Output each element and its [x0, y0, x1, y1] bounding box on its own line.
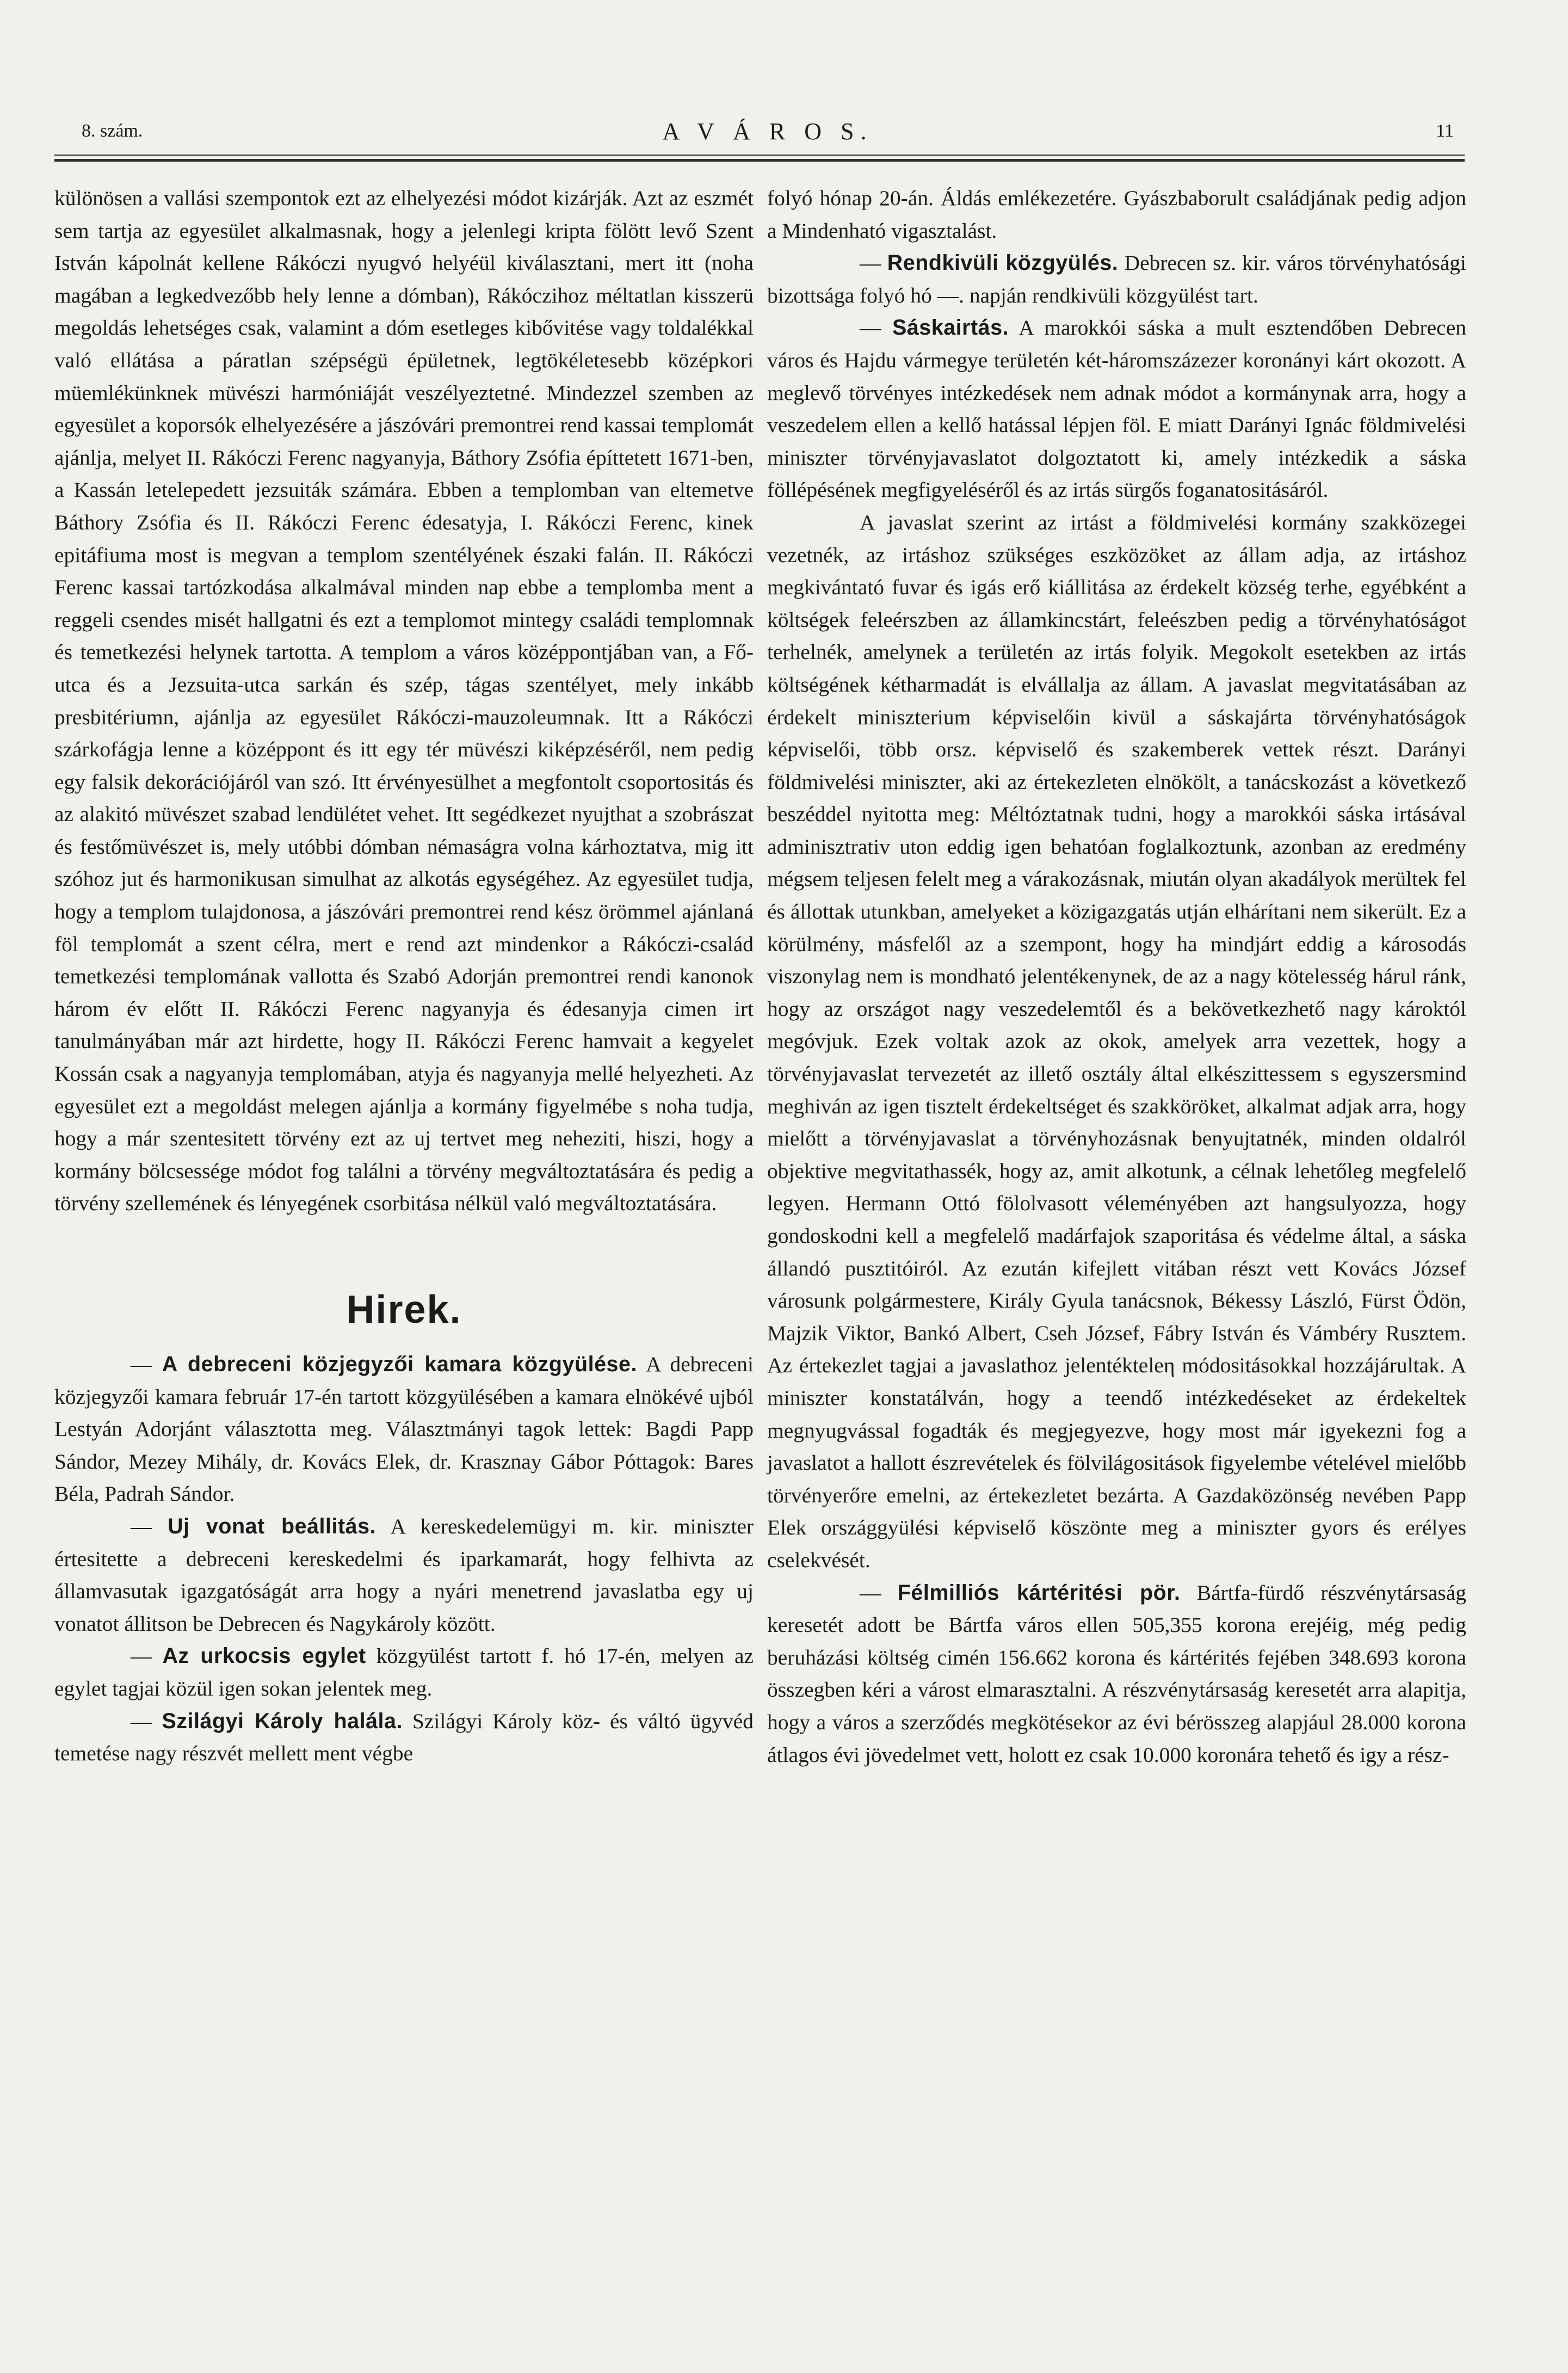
- news-text: közgyülést tartott f. hó 17-én, melyen az egylet tagjai közül igen sokan jelentek meg.: [54, 1644, 754, 1700]
- news-item: — Uj vonat beállitás. A kereskedelemügyi m. kir. miniszter értesitette a debreceni kereskedelmi és iparkamarát, hogy felhivta az államvasutak igazgatóságát arra hogy a nyári menetrend javaslatba egy uj vonatot állitson be Debrecen és Nagykároly között.: [54, 1514, 754, 1636]
- news-text: Bártfa-fürdő részvénytársaság keresetét adott be Bártfa város ellen 505,355 korona erejéig, még pedig beruházási költség cimén 156.662 korona és kártérités fejében 348.693 korona összegben kéri a várost elmarasztalni. A részvénytársaság keresetét arra alapitja, hogy a város a szerződés megkötésekor az évi bérösszeg alapjául 28.000 korona átlagos évi jövedelmet vett, holott ez csak 10.000 koronára tehető és igy a rész-: [767, 1580, 1467, 1767]
- header-rule-thick: [54, 159, 1465, 162]
- news-paragraph: A javaslat szerint az irtást a földmivelési kormány szakközegei vezetnék, az irtáshoz szükséges eszközöket az állam adja, az irtáshoz megkivántató fuvar és igás erő kiállitása az érdekelt község terhe, egyébként a költségek feleérszben az államkincstárt, feleészben pedig a törvényhatóságot terhelnék, amelynek a területén az irtás folyik. Megokolt esetekben az irtás költségének kétharmadát is elvállalja az állam. A javaslat megvitatásában az érdekelt miniszterium képviselőin kivül a sáskajárta törvényhatóságok képviselői, több orsz. képviselő és szakemberek vettek részt. Darányi földmivelési miniszter, aki az értekezleten elnökölt, a tanácskozást a következő beszéddel nyitotta meg: Méltóztatnak tudni, hogy a marokkói sáska irtásával adminisztrativ uton eddig igen behatóan foglalkoztunk, azonban az eredmény mégsem teljesen felelt meg a várakozásnak, miután olyan akadályok merültek fel és állottak utunkban, amelyeket a közigazgatás utján elhárítani nem sikerült. Ez a körülmény, másfelől az a szempont, hogy ha mindjárt eddig a károsodás viszonylag nem is mondható jelentékenynek, de az a nagy kötelesség hárul ránk, hogy az országot nagy veszedelemtől és a bekövetkezhető nagy károktól megóvjuk. Ezek voltak azok az okok, amelyek arra vezettek, hogy a törvényjavaslat tervezetét az illető osztály által elkészittessem s egyszersmind meghiván az igen tisztelt érdekeltséget és szakköröket, alkalmat adjak arra, hogy mielőtt a törvényjavaslat a törvényhozásnak benyujtatnék, minden oldalról objektive megvitathassék, hogy az, amit alkotunk, a célnak lehetőleg megfelelő legyen. Hermann Ottó fölolvasott véleményében azt hangsulyozza, hogy gondoskodni kell a megfelelő madárfajok szaporitása és védelme által, a sáska állandó pusztitóiról. Az ezután kifejlett vitában részt vett Kovács József városunk polgármestere, Király Gyula tanácsnok, Békessy László, Fürst Ödön, Majzik Viktor, Bankó Albert, Cseh József, Fábry István és Vámbéry Rusztem. Az értekezlet tagjai a javaslathoz jelentékteleη módositásokkal hozzájárultak. A miniszter konstatálván, hogy a teendő intézkedéseket az érdekeltek megnyugvással fogadták és megjegyezve, hogy most már igyekezni fog a javaslatot a hallott észrevételek és fölvilágositások figyelembe vételével mielőbb törvényerőre emelni, az értekezletet bezárta. A Gazdaközönség nevében Papp Elek országgyülési képviselő köszönte meg a miniszter gyors és erélyes cselekvését.: [767, 510, 1466, 1572]
- news-item: — Szilágyi Károly halála. Szilágyi Károly köz- és váltó ügyvéd temetése nagy részvét mellett ment végbe: [54, 1709, 754, 1766]
- right-column: [767, 182, 1466, 1771]
- news-item: — Sáskairtás. A marokkói sáska a mult esztendőben Debrecen város és Hajdu vármegye területén két-háromszázezer koronányi kárt okozott. A meglevő törvényes intézkedések nem adnak módot a kormánynak arra, hogy a veszedelem ellen a kellő hatással lépjen föl. E miatt Darányi Ignác földmivelési miniszter törvényjavaslatot dolgoztatott ki, amely intézkedik a sáska föllépésének megfigyeléséről és az irtás sürgős foganatositásáról.: [767, 316, 1466, 502]
- news-text: A kereskedelemügyi m. kir. miniszter értesitette a debreceni kereskedelmi és iparkamarát, hogy felhivta az államvasutak igazgatóságát arra hogy a nyári menetrend javaslatba egy uj vonatot állitson be Debrecen és Nagykároly között.: [54, 1514, 754, 1636]
- news-heading: Szilágyi Károly halála.: [162, 1709, 403, 1733]
- news-item: — Félmilliós kártéritési pör. Bártfa-fürdő részvénytársaság keresetét adott be Bártfa város ellen 505,355 korona erejéig, még pedig beruházási költség cimén 156.662 korona és kártérités fejében 348.693 korona összegben kéri a várost elmarasztalni. A részvénytársaság keresetét arra alapitja, hogy a város a szerződés megkötésekor az évi bérösszeg alapjául 28.000 korona átlagos évi jövedelmet vett, holott ez csak 10.000 koronára tehető és igy a rész-: [767, 1580, 1467, 1767]
- news-text: Debrecen sz. kir. város törvényhatósági bizottsága folyó hó —. napján rendkivüli közgyülést tart.: [767, 251, 1467, 307]
- masthead-title: A V Á R O S.: [662, 118, 873, 145]
- news-text: A marokkói sáska a mult esztendőben Debrecen város és Hajdu vármegye területén két-háromszázezer koronányi kárt okozott. A meglevő törvényes intézkedések nem adnak módot a kormánynak arra, hogy a veszedelem ellen a kellő hatással lépjen föl. E miatt Darányi Ignác földmivelési miniszter törvényjavaslatot dolgoztatott ki, amely intézkedik a sáska föllépésének megfigyeléséről és az irtás sürgős foganatositásáról.: [767, 316, 1466, 502]
- left-column: [54, 182, 754, 1770]
- page-number: 11: [1436, 121, 1454, 141]
- page-header: [82, 118, 1454, 153]
- article-continuation: különösen a vallási szempontok ezt az elhelyezési módot kizárják. Azt az eszmét sem tartja az egyesület alkalmasnak, hogy a jelenlegi kripta fölött levő Szent István kápolnát kellene Rákóczi nyugvó helyéül kiválasztani, mert itt (noha magában a legkedvezőbb hely lenne a dómban), Rákóczihoz méltatlan kisszerü megoldás lehetséges csak, valamint a dóm esetleges kibővitése vagy toldalékkal való ellátása a páratlan szépségü épületnek, legtökéletesebb középkori müemlékünknek müvészi harmóniáját veszélyeztetné. Mindezzel szemben az egyesület a koporsók elhelyezésére a jászóvári premontrei rend kassai templomát ajánlja, melyet II. Rákóczi Ferenc nagyanyja, Báthory Zsófia építtetett 1671-ben, a Kassán letelepedett jezsuiták számára. Ebben a templomban van eltemetve Báthory Zsófia és II. Rákóczi Ferenc édesatyja, I. Rákóczi Ferenc, kinek epitáfiuma most is megvan a templom szentélyének északi falán. II. Rákóczi Ferenc kassai tartózkodása alkalmával minden nap ebbe a templomba ment a reggeli csendes misét hallgatni és ezt a templomot mintegy családi templomnak és temetkezési helynek tartotta. A templom a város középpontjában van, a Fő-utca és a Jezsuita-utca sarkán és szép, tágas szentélyet, mely inkább presbitériumn, ajánlja az egyesület Rákóczi-mauzoleumnak. Itt a Rákóczi szárkofágja lenne a középpont és itt egy tér müvészi kiképzéséről, nem pedig egy falsik dekorációjáról van szó. Itt érvényesülhet a megfontolt csoportositás és az alakitó müvészet szabad lendülétet vehet. Itt segédkezet nyujthat a szobrászat és festőmüvészet is, mely utóbbi dómban némaságra volna kárhoztatva, mig itt szóhoz jut és harmonikusan simulhat az alkotás egységéhez. Az egyesület tudja, hogy a templom tulajdonosa, a jászóvári premontrei rend kész örömmel ajánlaná föl templomát a szent célra, mert e rend azt mindenkor a Rákóczi-család temetkezési templomának vallotta és Szabó Adorján premontrei rendi kanonok három év előtt II. Rákóczi Ferenc nagyanyja és édesanyja cimen irt tanulmányában már azt hirdette, hogy II. Rákóczi Ferenc hamvait a kegyelet Kossán csak a nagyanyja templomában, atyja és nagyanyja mellé helyezheti. Az egyesület ezt a megoldást melegen ajánlja a kormány figyelmébe s noha tudja, hogy a már szentesitett törvény ezt az uj tertvet meg neheziti, hiszi, hogy a kormány bölcsessége módot fog találni a törvény megváltoztatására és pedig a törvény szellemének és lényegének csorbitása nélkül való megváltoztatására.: [54, 186, 754, 1216]
- header-rule-thin: [54, 155, 1465, 156]
- news-heading: Uj vonat beállitás.: [168, 1514, 376, 1538]
- news-item: — A debreceni közjegyzői kamara közgyülése. A debreceni közjegyzői kamara február 17-én tartott közgyülésében a kamara elnökévé ujból Lestyán Adorjánt választotta meg. Választmányi tagok lettek: Bagdi Papp Sándor, Mezey Mihály, dr. Kovács Elek, dr. Krasznay Gábor Póttagok: Bares Béla, Padrah Sándor.: [54, 1352, 754, 1506]
- news-item: — Rendkivüli közgyülés. Debrecen sz. kir. város törvényhatósági bizottsága folyó hó —. napján rendkivüli közgyülést tart.: [767, 251, 1467, 307]
- news-heading: Félmilliós kártéritési pör.: [897, 1580, 1181, 1605]
- issue-number: 8. szám.: [82, 121, 143, 141]
- news-item: — Az urkocsis egylet közgyülést tartott f. hó 17-én, melyen az egylet tagjai közül igen sokan jelentek meg.: [54, 1644, 754, 1700]
- section-title-hirek: Hirek.: [346, 1288, 462, 1332]
- news-text: A debreceni közjegyzői kamara február 17-én tartott közgyülésében a kamara elnökévé ujból Lestyán Adorjánt választotta meg. Választmányi tagok lettek: Bagdi Papp Sándor, Mezey Mihály, dr. Kovács Elek, dr. Krasznay Gábor Póttagok: Bares Béla, Padrah Sándor.: [54, 1352, 754, 1506]
- news-heading: Sáskairtás.: [892, 316, 1009, 340]
- news-heading: Az urkocsis egylet: [162, 1644, 366, 1668]
- news-heading: Rendkivüli közgyülés.: [887, 251, 1119, 275]
- news-text: Szilágyi Károly köz- és váltó ügyvéd temetése nagy részvét mellett ment végbe: [54, 1709, 754, 1766]
- news-heading: A debreceni közjegyzői kamara közgyülése.: [162, 1352, 637, 1376]
- article-continuation: folyó hónap 20-án. Áldás emlékezetére. Gyászbaborult családjának pedig adjon a Mindenható vigasztalást.: [767, 186, 1466, 243]
